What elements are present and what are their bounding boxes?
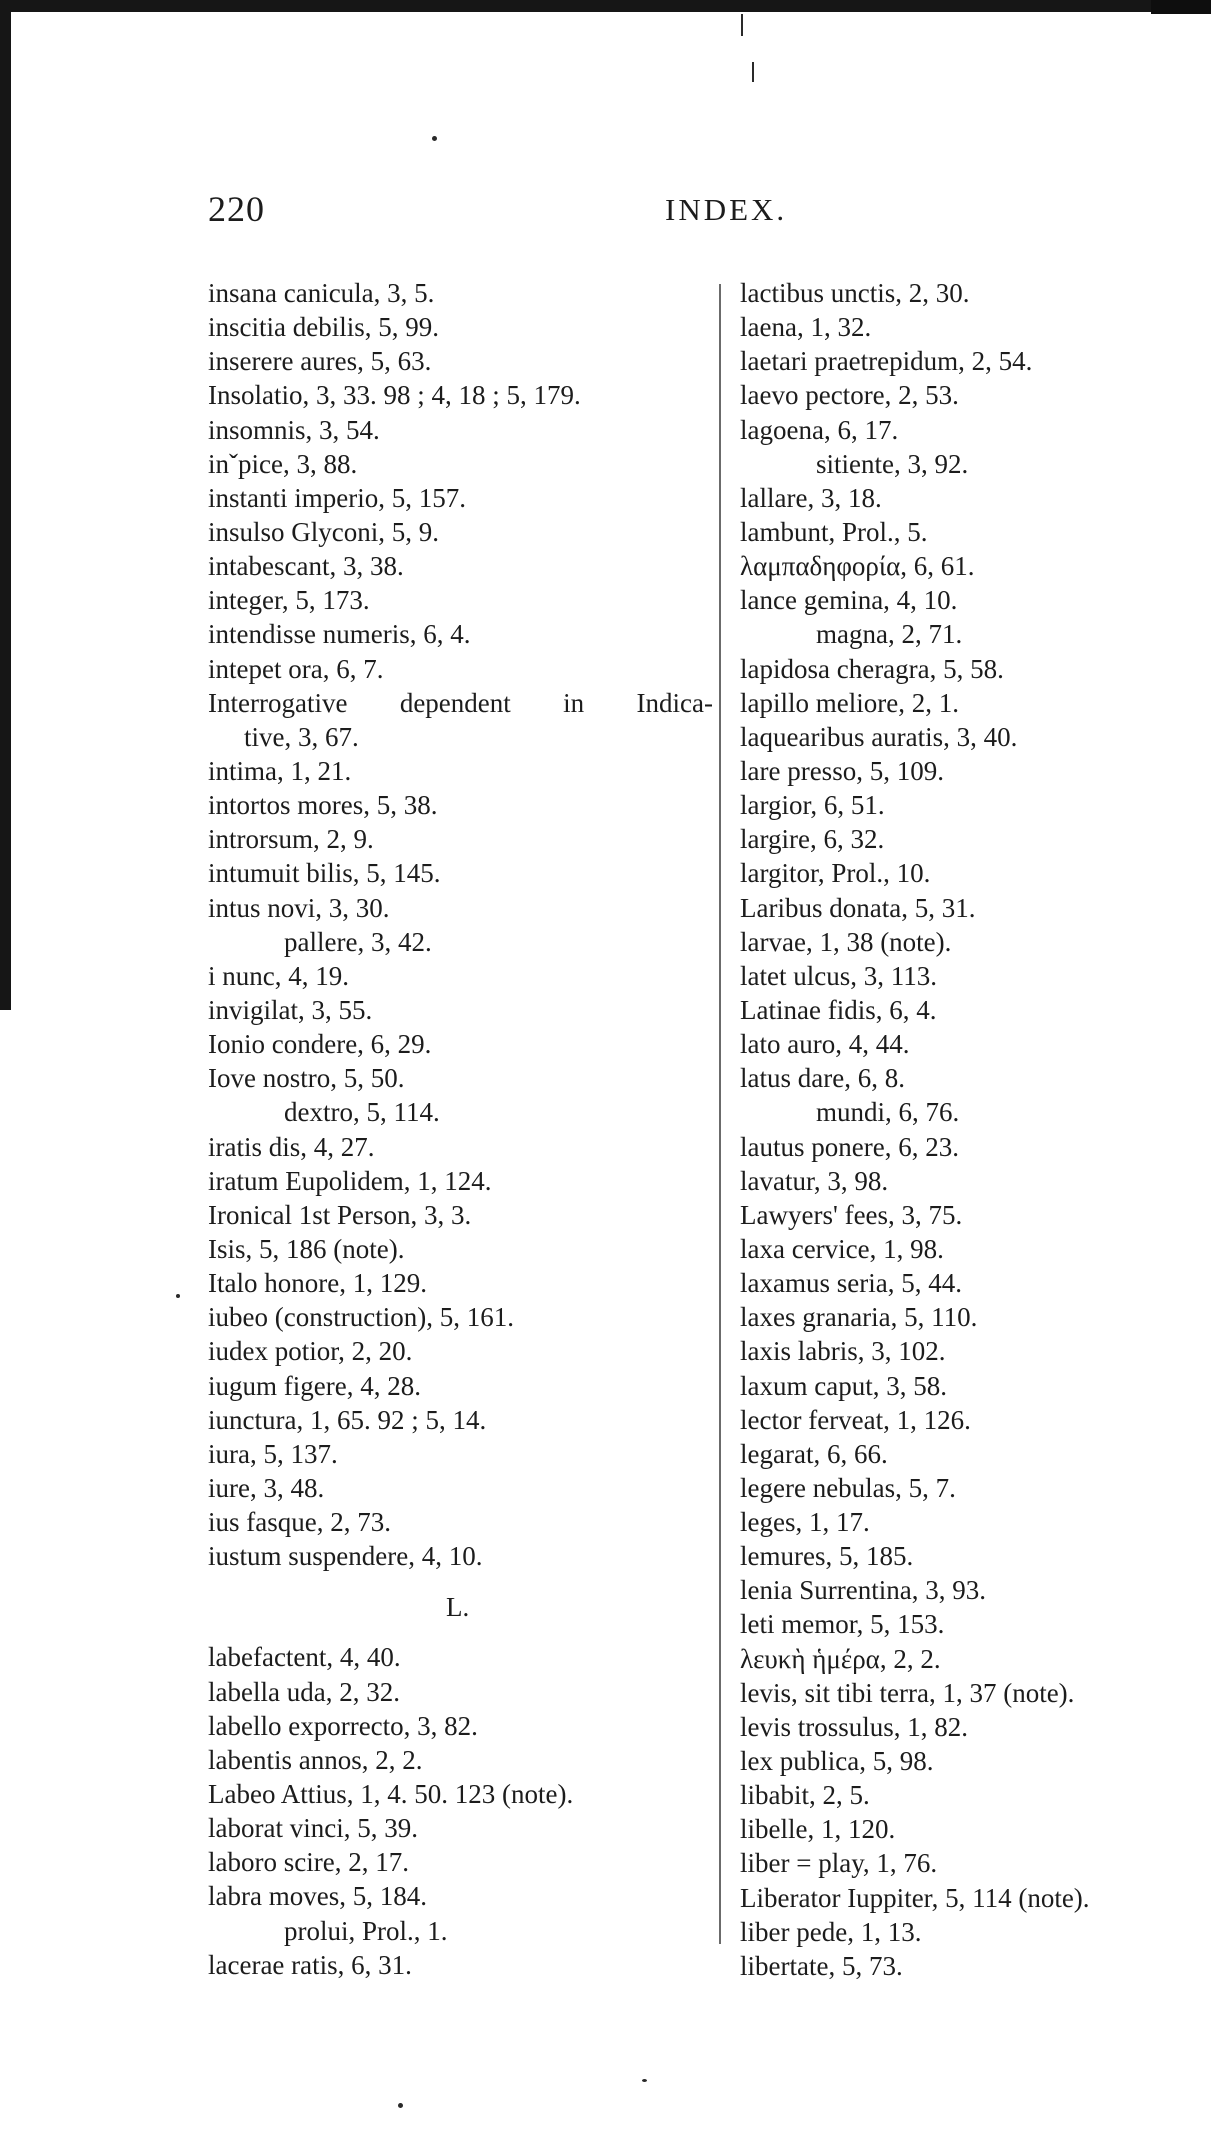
- ink-mark: [752, 62, 754, 82]
- running-head: INDEX.: [665, 192, 788, 227]
- index-entry: latet ulcus, 3, 113.: [740, 960, 937, 991]
- index-entry: intabescant, 3, 38.: [208, 551, 404, 582]
- index-entry: libabit, 2, 5.: [740, 1780, 870, 1811]
- index-entry: insana canicula, 3, 5.: [208, 278, 435, 308]
- index-entry: laxum caput, 3, 58.: [740, 1370, 947, 1401]
- index-entry: intepet ora, 6, 7.: [208, 653, 384, 684]
- index-entry: lavatur, 3, 98.: [740, 1165, 889, 1196]
- index-entry: legere nebulas, 5, 7.: [740, 1472, 956, 1503]
- index-entry: inserere aures, 5, 63.: [208, 346, 432, 377]
- scan-border-top: [0, 0, 1211, 12]
- index-entry: liber pede, 1, 13.: [740, 1916, 922, 1947]
- index-entry: Isis, 5, 186 (note).: [208, 1233, 405, 1264]
- ink-speck: [176, 1294, 180, 1298]
- index-entry: lagoena, 6, 17.: [740, 414, 899, 445]
- index-entry-continued: tive, 3, 67.: [244, 721, 359, 752]
- index-entry: Labeo Attius, 1, 4. 50. 123 (note).: [208, 1779, 574, 1810]
- index-entry: intus novi, 3, 30.: [208, 892, 390, 923]
- scan-border-left: [0, 10, 11, 1010]
- index-entry: lambunt, Prol., 5.: [740, 516, 928, 547]
- page-number: 220: [208, 189, 265, 229]
- index-entry: Iove nostro, 5, 50.: [208, 1063, 405, 1094]
- index-entry: inscitia debilis, 5, 99.: [208, 312, 439, 343]
- index-entry: lato auro, 4, 44.: [740, 1029, 910, 1060]
- index-entry: lautus ponere, 6, 23.: [740, 1131, 959, 1162]
- index-entry: lenia Surrentina, 3, 93.: [740, 1575, 986, 1606]
- index-entry: Insolatio, 3, 33. 98 ; 4, 18 ; 5, 179.: [208, 380, 581, 411]
- index-entry: libertate, 5, 73.: [740, 1950, 903, 1981]
- column-divider: [719, 284, 721, 1944]
- index-entry: i nunc, 4, 19.: [208, 960, 349, 991]
- index-entry: iratis dis, 4, 27.: [208, 1131, 375, 1162]
- index-entry: lance gemina, 4, 10.: [740, 585, 958, 616]
- section-letter-heading: L.: [446, 1592, 470, 1623]
- index-entry: levis trossulus, 1, 82.: [740, 1711, 969, 1742]
- index-entry: liber = play, 1, 76.: [740, 1848, 938, 1879]
- index-entry: Ionio condere, 6, 29.: [208, 1029, 432, 1060]
- ink-speck: [398, 2103, 403, 2108]
- index-entry: legarat, 6, 66.: [740, 1438, 888, 1469]
- index-entry: levis, sit tibi terra, 1, 37 (note).: [740, 1677, 1075, 1708]
- index-entry: intumuit bilis, 5, 145.: [208, 858, 441, 889]
- index-entry: lex publica, 5, 98.: [740, 1746, 934, 1777]
- index-entry: iubeo (construction), 5, 161.: [208, 1302, 514, 1333]
- index-entry: inˇpice, 3, 88.: [208, 448, 358, 479]
- index-subentry: prolui, Prol., 1.: [284, 1915, 448, 1946]
- index-entry: Italo honore, 1, 129.: [208, 1268, 427, 1299]
- index-entry: laborat vinci, 5, 39.: [208, 1813, 418, 1844]
- index-entry: lapillo meliore, 2, 1.: [740, 687, 959, 718]
- scan-corner: [1151, 0, 1211, 14]
- index-subentry: pallere, 3, 42.: [284, 926, 432, 957]
- index-entry: insomnis, 3, 54.: [208, 414, 380, 445]
- ink-speck: [642, 2079, 647, 2082]
- index-entry: invigilat, 3, 55.: [208, 994, 373, 1025]
- index-entry: iratum Eupolidem, 1, 124.: [208, 1165, 492, 1196]
- ink-mark: [741, 14, 743, 36]
- index-entry: laquearibus auratis, 3, 40.: [740, 721, 1018, 752]
- index-entry: Liberator Iuppiter, 5, 114 (note).: [740, 1882, 1090, 1913]
- index-entry: libelle, 1, 120.: [740, 1814, 896, 1845]
- index-entry-greek: λαμπαδηφορία, 6, 61.: [740, 551, 975, 582]
- index-entry: lacerae ratis, 6, 31.: [208, 1949, 412, 1980]
- index-entry: labella uda, 2, 32.: [208, 1676, 400, 1707]
- ink-speck: [432, 136, 437, 141]
- index-subentry: sitiente, 3, 92.: [816, 448, 969, 479]
- index-entry: Ironical 1st Person, 3, 3.: [208, 1199, 472, 1230]
- index-entry: Laribus donata, 5, 31.: [740, 892, 976, 923]
- index-entry: intortos mores, 5, 38.: [208, 790, 438, 821]
- index-entry: leges, 1, 17.: [740, 1507, 870, 1538]
- index-entry: larvae, 1, 38 (note).: [740, 926, 952, 957]
- index-subentry: magna, 2, 71.: [816, 619, 963, 650]
- index-subentry: dextro, 5, 114.: [284, 1097, 440, 1128]
- index-entry: laetari praetrepidum, 2, 54.: [740, 346, 1033, 377]
- index-entry: intima, 1, 21.: [208, 755, 352, 786]
- page-header: [208, 188, 1118, 238]
- index-entry: iura, 5, 137.: [208, 1438, 338, 1469]
- index-entry: largire, 6, 32.: [740, 824, 885, 855]
- index-entry: labra moves, 5, 184.: [208, 1881, 427, 1912]
- index-column-right: [740, 276, 1210, 1983]
- index-entry: labentis annos, 2, 2.: [208, 1744, 423, 1775]
- index-entry: laxis labris, 3, 102.: [740, 1336, 946, 1367]
- index-entry: instanti imperio, 5, 157.: [208, 482, 466, 513]
- index-entry: latus dare, 6, 8.: [740, 1063, 905, 1094]
- index-entry: iudex potior, 2, 20.: [208, 1336, 413, 1367]
- index-entry: laena, 1, 32.: [740, 312, 872, 343]
- index-entry: laxamus seria, 5, 44.: [740, 1268, 962, 1299]
- index-entry: lallare, 3, 18.: [740, 482, 882, 513]
- index-entry: lactibus unctis, 2, 30.: [740, 278, 970, 308]
- index-entry: laevo pectore, 2, 53.: [740, 380, 959, 411]
- index-entry: largitor, Prol., 10.: [740, 858, 931, 889]
- index-entry: iunctura, 1, 65. 92 ; 5, 14.: [208, 1404, 487, 1435]
- index-entry: largior, 6, 51.: [740, 790, 885, 821]
- index-column-left: [208, 276, 713, 1982]
- index-entry: integer, 5, 173.: [208, 585, 370, 616]
- index-entry: labello exporrecto, 3, 82.: [208, 1710, 478, 1741]
- index-entry: iure, 3, 48.: [208, 1472, 325, 1503]
- index-subentry: mundi, 6, 76.: [816, 1097, 960, 1128]
- index-entry-greek: λευκὴ ἡμέρα, 2, 2.: [740, 1643, 941, 1674]
- index-entry: labefactent, 4, 40.: [208, 1642, 401, 1673]
- index-entry: intendisse numeris, 6, 4.: [208, 619, 471, 650]
- index-entry: insulso Glyconi, 5, 9.: [208, 516, 440, 547]
- index-entry: lemures, 5, 185.: [740, 1541, 914, 1572]
- index-entry: ius fasque, 2, 73.: [208, 1507, 391, 1538]
- index-entry: leti memor, 5, 153.: [740, 1609, 945, 1640]
- index-entry: Lawyers' fees, 3, 75.: [740, 1199, 963, 1230]
- index-entry: lare presso, 5, 109.: [740, 755, 944, 786]
- index-entry: Interrogative dependent in Indica-: [208, 687, 713, 718]
- index-entry: Latinae fidis, 6, 4.: [740, 994, 937, 1025]
- index-entry: laxa cervice, 1, 98.: [740, 1233, 944, 1264]
- index-entry: lector ferveat, 1, 126.: [740, 1404, 971, 1435]
- index-entry: lapidosa cheragra, 5, 58.: [740, 653, 1004, 684]
- index-entry: introrsum, 2, 9.: [208, 824, 374, 855]
- index-entry: laboro scire, 2, 17.: [208, 1847, 409, 1878]
- index-entry: iustum suspendere, 4, 10.: [208, 1541, 483, 1572]
- index-entry: iugum figere, 4, 28.: [208, 1370, 421, 1401]
- index-entry: laxes granaria, 5, 110.: [740, 1302, 978, 1333]
